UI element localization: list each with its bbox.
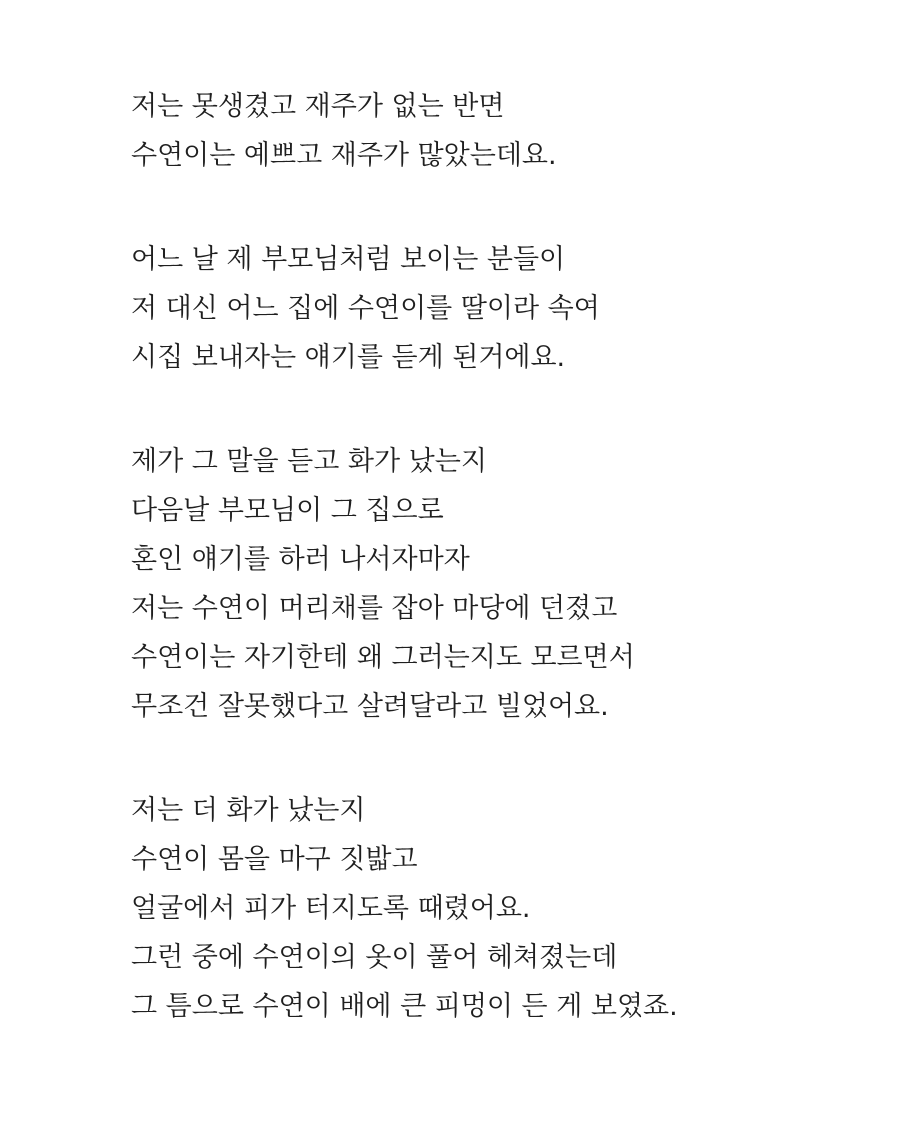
paragraph-3: [131, 437, 871, 731]
text-line: 얼굴에서 피가 터지도록 때렸어요.: [131, 893, 531, 924]
text-line: 어느 날 제 부모님처럼 보이는 분들이: [131, 244, 566, 275]
text-line: 그런 중에 수연이의 옷이 풀어 헤쳐졌는데: [131, 942, 618, 973]
text-line: 무조건 잘못했다고 살려달라고 빌었어요.: [131, 691, 609, 722]
paragraph-4: [131, 786, 871, 1031]
text-line: 제가 그 말을 듣고 화가 났는지: [131, 446, 487, 477]
paragraph-1: [131, 82, 871, 180]
text-line: 혼인 얘기를 하러 나서자마자: [131, 544, 470, 575]
text-line: 저는 더 화가 났는지: [131, 795, 366, 826]
story-text: [131, 82, 871, 1086]
text-line: 수연이는 자기한테 왜 그러는지도 모르면서: [131, 642, 635, 673]
text-line: 저 대신 어느 집에 수연이를 딸이라 속여: [131, 293, 600, 324]
text-line: 수연이 몸을 마구 짓밟고: [131, 844, 418, 875]
text-line: 저는 못생겼고 재주가 없는 반면: [131, 91, 505, 122]
text-line: 다음날 부모님이 그 집으로: [131, 495, 444, 526]
paragraph-2: [131, 235, 871, 382]
text-line: 수연이는 예쁘고 재주가 많았는데요.: [131, 140, 557, 171]
text-line: 저는 수연이 머리채를 잡아 마당에 던졌고: [131, 593, 618, 624]
text-line: 시집 보내자는 얘기를 듣게 된거에요.: [131, 342, 566, 373]
text-line: 그 틈으로 수연이 배에 큰 피멍이 든 게 보였죠.: [131, 991, 678, 1022]
